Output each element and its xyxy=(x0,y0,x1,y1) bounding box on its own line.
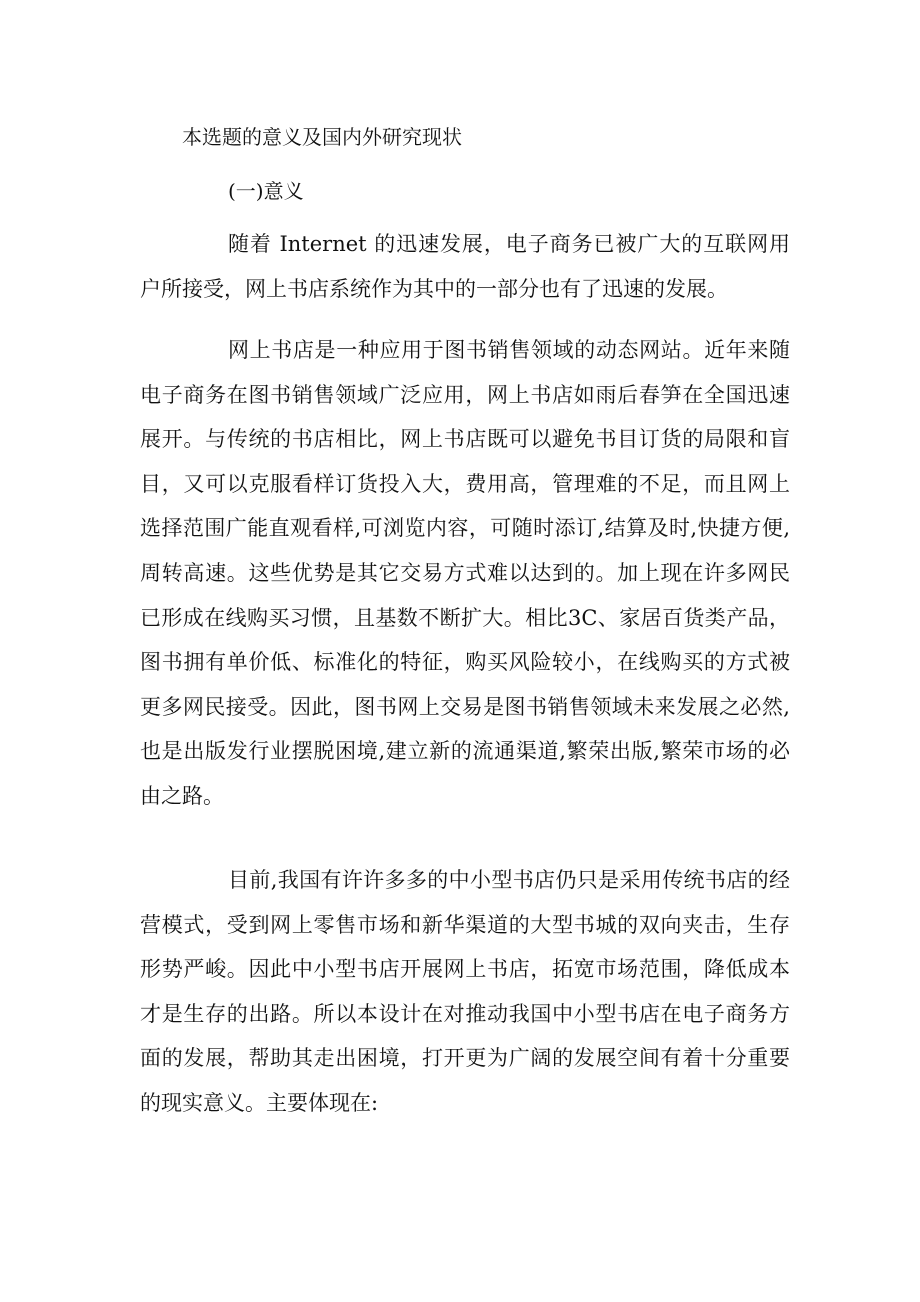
section-heading: 本选题的意义及国内外研究现状 xyxy=(182,125,462,149)
paragraph-internet-development: 随着 Internet 的迅速发展，电子商务已被广大的互联网用户所接受，网上书店系统作为其中的一部分也有了迅速的发展。 xyxy=(140,232,790,301)
paragraph-small-bookstores: 目前,我国有许许多多的中小型书店仍只是采用传统书店的经营模式，受到网上零售市场和新华渠道的大型书城的双向夹击，生存形势严峻。因此中小型书店开展网上书店，拓宽市场范围，降低成本才是生存的出路。所以本设计在对推动我国中小型书店在电子商务方面的发展，帮助其走出困境，打开更为广阔的发展空间有着十分重要的现实意义。主要体现在: xyxy=(140,868,790,1115)
paragraph-online-bookstore: 网上书店是一种应用于图书销售领域的动态网站。近年来随电子商务在图书销售领域广泛应用，网上书店如雨后春笋在全国迅速展开。与传统的书店相比，网上书店既可以避免书目订货的局限和盲目，又可以克服看样订货投入大，费用高，管理难的不足，而且网上选择范围广能直观看样,可浏览内容，可随时添订,结算及时,快捷方便,周转高速。这些优势是其它交易方式难以达到的。加上现在许多网民已形成在线购买习惯，且基数不断扩大。相比3C、家居百货类产品，图书拥有单价低、标准化的特征，购买风险较小，在线购买的方式被更多网民接受。因此，图书网上交易是图书销售领域未来发展之必然,也是出版发行业摆脱困境,建立新的流通渠道,繁荣出版,繁荣市场的必由之路。 xyxy=(140,338,790,808)
subsection-heading: (一)意义 xyxy=(228,179,304,203)
